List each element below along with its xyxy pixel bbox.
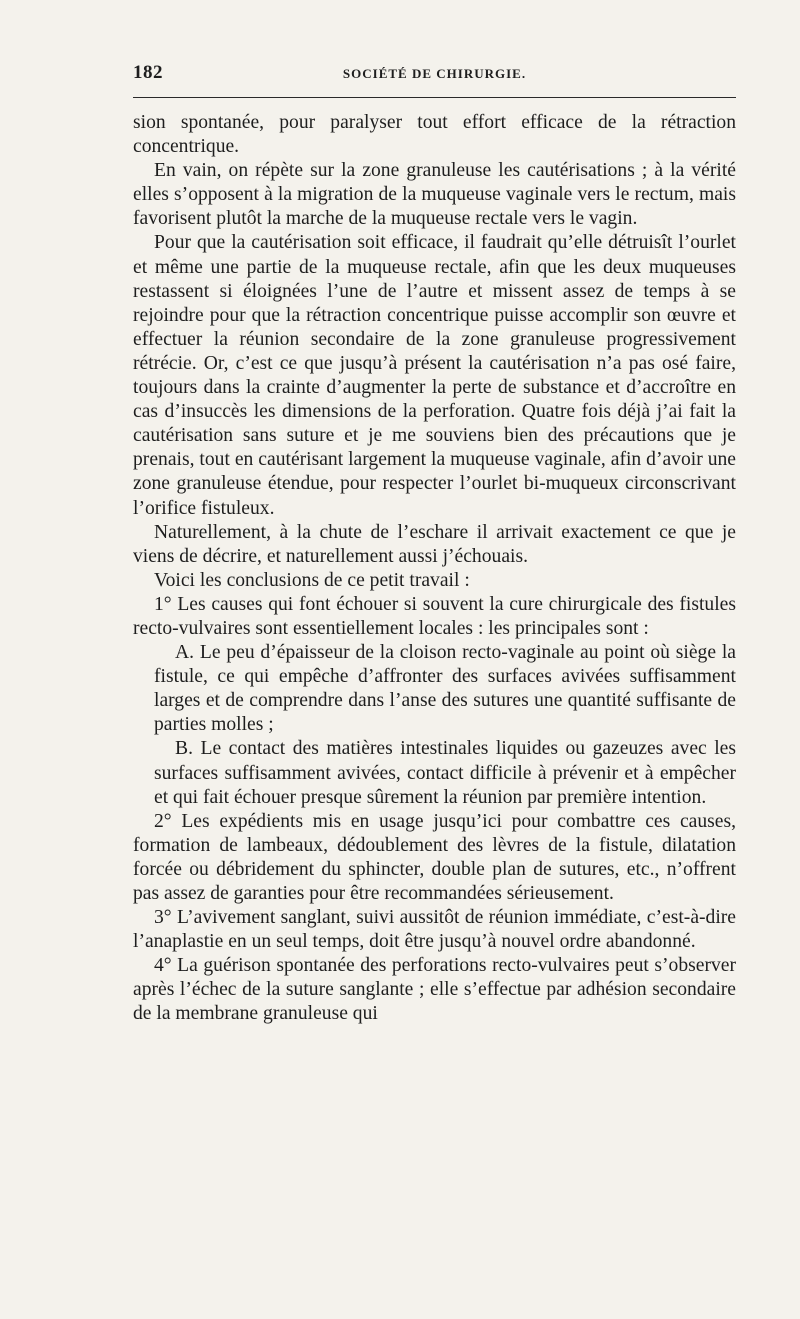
page-header [133, 62, 736, 90]
paragraph-efficacy: Pour que la cautérisation soit efficace, il faudrait qu’elle détruisît l’ourlet et même une partie de la muqueuse rectale, afin que les deux muqueuses restassent si éloignées l’une de l’autre et missent assez de temps à se rejoindre pour que la rétraction concentrique puisse accomplir son œuvre et effectuer la réunion secondaire de la zone granuleuse progressivement rétrécie. Or, c’est ce que jusqu’à présent la cautérisation n’a pas osé faire, toujours dans la crainte d’augmenter la perte de substance et d’accroître en cas d’insuccès les dimensions de la perforation. Quatre fois déjà j’ai fait la cautérisation sans suture et je me souviens bien des précautions que je prenais, tout en cautérisant largement la muqueuse vaginale, afin d’avoir une zone granuleuse étendue, pour respecter l’ourlet bi-muqueux circonscrivant l’orifice fistuleux. [133, 232, 736, 519]
conclusion-3: 3° L’avivement sanglant, suivi aussitôt de réunion immédiate, c’est-à-dire l’anaplastie en un seul temps, doit être jusqu’à nouvel ordre abandonné. [133, 907, 736, 953]
paragraph-continuation: sion spontanée, pour paralyser tout effort efficace de la rétraction concentrique. [133, 112, 736, 158]
conclusion-1: 1° Les causes qui font échouer si souvent la cure chirurgicale des fistules recto-vulvaires sont essentiellement locales : les principales sont : [133, 593, 736, 639]
running-title: SOCIÉTÉ DE CHIRURGIE. [342, 66, 527, 81]
page-body [133, 111, 736, 1027]
conclusion-2: 2° Les expédients mis en usage jusqu’ici pour combattre ces causes, formation de lambeaux, dédoublement des lèvres de la fistule, dilatation forcée ou débridement du sphincter, double plan de sutures, etc., n’offrent pas assez de garanties pour être recommandées sérieusement. [133, 810, 736, 904]
paragraph-conclusions-intro: Voici les conclusions de ce petit travail : [154, 569, 470, 591]
header-rule [133, 97, 736, 98]
paragraph-outcome: Naturellement, à la chute de l’eschare il arrivait exactement ce que je viens de décrire, et naturellement aussi j’échouais. [133, 521, 736, 567]
conclusion-4: 4° La guérison spontanée des perforations recto-vulvaires peut s’observer après l’échec de la suture sanglante ; elle s’effectue par adhésion secondaire de la membrane granuleuse qui [133, 955, 736, 1025]
paragraph-cauterisation: En vain, on répète sur la zone granuleuse les cautérisations ; à la vérité elles s’opposent à la migration de la muqueuse vaginale vers le rectum, mais favorisent plutôt la marche de la muqueuse rectale vers le vagin. [133, 160, 736, 230]
conclusion-1-b: B. Le contact des matières intestinales liquides ou gazeuzes avec les surfaces suffisamment avivées, contact difficile à prévenir et à empêcher et qui fait échouer presque sûrement la réunion par première intention. [154, 738, 736, 808]
page-number: 182 [133, 62, 163, 83]
conclusion-1-a: A. Le peu d’épaisseur de la cloison recto-vaginale au point où siège la fistule, ce qui empêche d’affronter des surfaces avivées suffisamment larges et de comprendre dans l’anse des sutures une quantité suffisante de parties molles ; [154, 642, 736, 736]
